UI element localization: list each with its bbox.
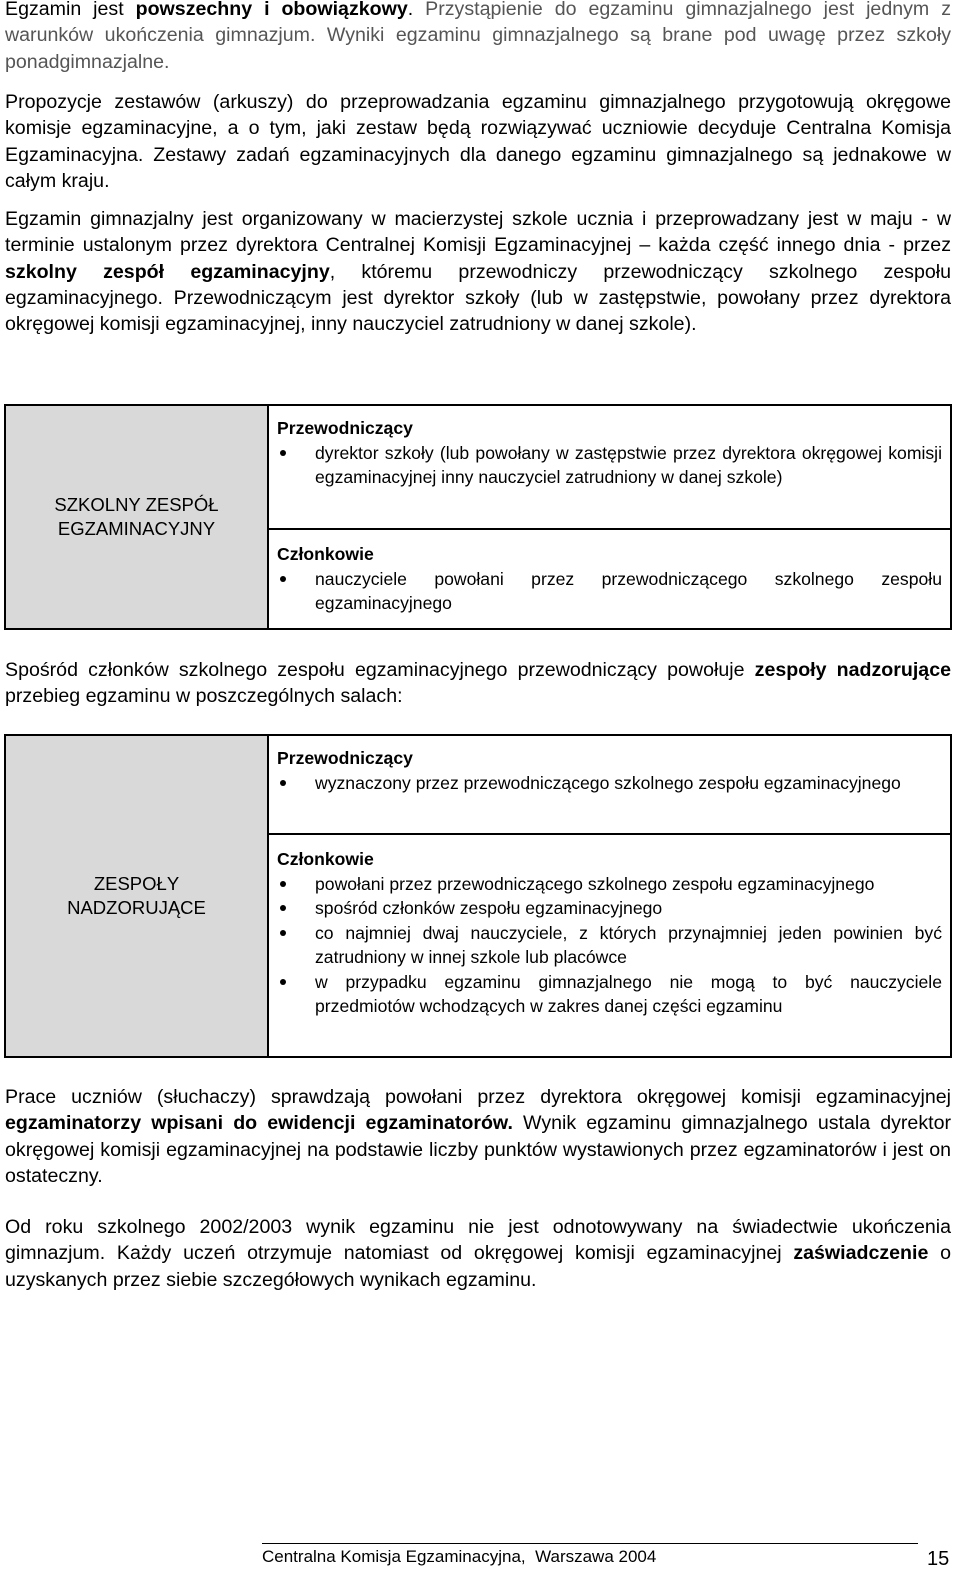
bold-text: powszechny i obowiązkowy (135, 0, 408, 20)
team-label-line: EGZAMINACYJNY (57, 518, 216, 539)
paragraph-exam-mandatory (5, 0, 951, 75)
paragraph-supervising-teams (5, 657, 951, 710)
team-label-line: NADZORUJĄCE (67, 897, 206, 918)
list-item: dyrektor szkoły (lub powołany w zastępstwie przez dyrektora okręgowej komisji egzaminacyjnej inny nauczyciel zatrudniony w danej szkole) (277, 441, 942, 490)
text-run: Prace uczniów (słuchaczy) sprawdzają powołani przez dyrektora okręgowej komisji egzaminacyjnej (5, 1086, 951, 1108)
team-label-cell (5, 735, 268, 1057)
members-heading: Członkowie (277, 544, 374, 564)
list-item: nauczyciele powołani przez przewodniczącego szkolnego zespołu egzaminacyjnego (277, 567, 942, 616)
bold-text: egzaminatorzy wpisani do ewidencji egzaminatorów. (5, 1112, 513, 1135)
text-run: Egzamin jest (5, 0, 136, 20)
gray-text: Przystąpienie do egzaminu gimnazjalnego jest jednym z warunków ukończenia gimnazjum. Wyniki egzaminu gimnazjalnego są brane pod uwagę przez szkoły ponadgimnazjalne. (5, 0, 951, 73)
team-label-cell (5, 405, 268, 629)
list-item: co najmniej dwaj nauczyciele, z których przynajmniej jeden powinien być zatrudniony w innej szkole lub placówce (277, 921, 942, 970)
list-item: powołani przez przewodniczącego szkolnego zespołu egzaminacyjnego (277, 872, 942, 897)
text-run: Od roku szkolnego 2002/2003 wynik egzaminu nie jest odnotowywany na świadectwie ukończenia gimnazjum. Każdy uczeń otrzymuje natomiast od okręgowej komisji egzaminacyjnej (5, 1216, 951, 1265)
bold-text: zespoły nadzorujące (754, 659, 951, 681)
footer-divider (262, 1543, 918, 1544)
members-list (277, 872, 942, 1019)
members-cell (268, 529, 951, 629)
supervising-teams-table (4, 734, 952, 1058)
chair-cell (268, 735, 951, 834)
text-run: , któremu przewodniczy przewodniczący szkolnego zespołu egzaminacyjnego. Przewodniczącym jest dyrektor szkoły (lub w zastępstwie, powołany przez dyrektora okręgowej komisji egzaminacyjnej, inny nauczyciel zatrudniony w danej szkole). (5, 260, 951, 336)
members-heading: Członkowie (277, 849, 374, 869)
list-item: spośród członków zespołu egzaminacyjnego (277, 896, 942, 921)
bold-text: zaświadczenie (793, 1242, 929, 1265)
paragraph-exam-organization (5, 206, 951, 337)
text-run: Egzamin gimnazjalny jest organizowany w macierzystej szkole ucznia i przeprowadzany jest w maju - w terminie ustalonym przez dyrektora Centralnej Komisji Egzaminacyjnej – każda część innego dnia - przez (5, 208, 951, 257)
members-list (277, 567, 942, 616)
footer-text: Centralna Komisja Egzaminacyjna, Warszawa 2004 (262, 1547, 657, 1566)
list-item: w przypadku egzaminu gimnazjalnego nie mogą to być nauczyciele przedmiotów wchodzących w zakres danej części egzaminu (277, 970, 942, 1019)
chair-list (277, 771, 942, 796)
page-number: 15 (927, 1548, 950, 1570)
school-exam-team-table (4, 404, 952, 630)
paragraph-certificate (5, 1214, 951, 1293)
paragraph-exam-sets: Propozycje zestawów (arkuszy) do przeprowadzania egzaminu gimnazjalnego przygotowują okręgowe komisje egzaminacyjne, a o tym, jaki zestaw będą rozwiązywać uczniowie decyduje Centralna Komisja Egzaminacyjna. Zestawy zadań egzaminacyjnych dla danego egzaminu gimnazjalnego są jednakowe w całym kraju. (5, 91, 951, 192)
chair-heading: Przewodniczący (277, 748, 413, 768)
paragraph-examiners (5, 1084, 951, 1189)
team-label-line: SZKOLNY ZESPÓŁ (54, 494, 219, 515)
text-run: o uzyskanych przez siebie szczegółowych wynikach egzaminu. (5, 1242, 951, 1291)
text-run: Spośród członków szkolnego zespołu egzaminacyjnego przewodniczący powołuje (5, 659, 755, 681)
chair-cell (268, 405, 951, 529)
chair-heading: Przewodniczący (277, 418, 413, 438)
team-label-line: ZESPOŁY (93, 873, 180, 894)
text-run: przebieg egzaminu w poszczególnych salach: (5, 685, 403, 708)
text-run: Wynik egzaminu gimnazjalnego ustala dyrektor okręgowej komisji egzaminacyjnej na podstawie liczby punktów wystawionych przez egzaminatorów i jest on ostateczny. (5, 1112, 951, 1187)
members-cell (268, 834, 951, 1057)
text-run: . (407, 0, 426, 20)
list-item: wyznaczony przez przewodniczącego szkolnego zespołu egzaminacyjnego (277, 771, 942, 796)
chair-list (277, 441, 942, 490)
bold-text: szkolny zespół egzaminacyjny (5, 260, 330, 283)
